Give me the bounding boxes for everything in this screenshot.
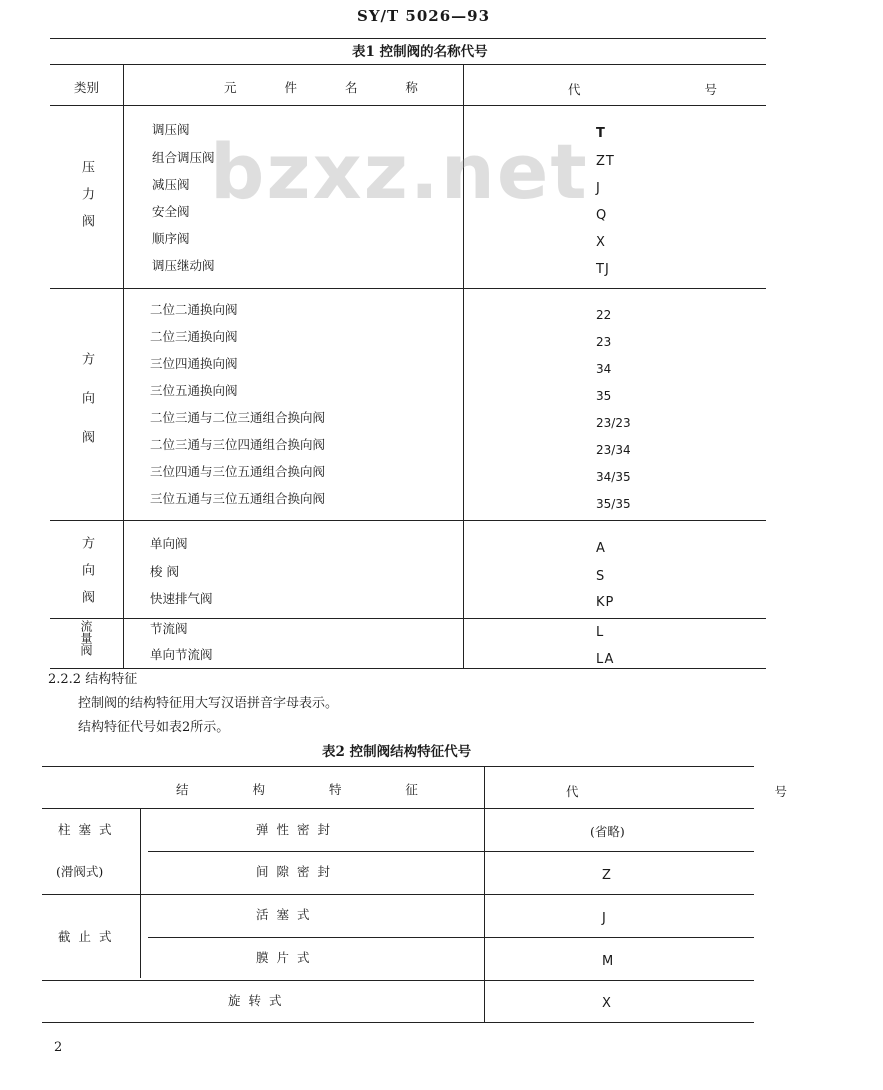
category-flow-valve: 流量阀	[79, 620, 93, 656]
section-heading: 2.2.2 结构特征	[48, 672, 138, 687]
table1-group-rule-1	[50, 288, 766, 289]
table1-bottom-rule	[50, 668, 766, 669]
table1-row-code: X	[596, 235, 606, 250]
table1-caption-rule	[50, 64, 766, 65]
table2-bottom-rule	[42, 1022, 754, 1023]
table1-row-name: 三位五通换向阀	[150, 383, 238, 398]
table1-divider-category	[123, 64, 124, 669]
category-directional-valve: 方向阀	[79, 352, 94, 469]
table1-row-code: T	[596, 126, 606, 141]
table1-row-code: ZT	[596, 154, 615, 169]
table1-group-rule-2	[50, 520, 766, 521]
table1-row-code: 23	[596, 335, 612, 349]
table2-row-rule	[42, 894, 754, 895]
table2-row-feature: 膜片式	[256, 950, 318, 965]
table1-row-name: 二位三通与二位三通组合换向阀	[150, 410, 326, 425]
table2-stop-type: 截止式	[58, 929, 120, 944]
table1-row-code: Q	[596, 208, 608, 223]
table2-row-code: (省略)	[590, 824, 625, 839]
table1-row-name: 三位四通换向阀	[150, 356, 238, 371]
table1-row-code: KP	[596, 595, 615, 610]
table1-header-name: 元 件 名 称	[224, 80, 440, 95]
watermark-logo: bzxz.net	[210, 127, 589, 216]
table1-row-name: 顺序阀	[152, 231, 190, 246]
table2-row-feature: 活塞式	[256, 907, 318, 922]
category-directional-valve-2: 方向阀	[79, 536, 94, 617]
table2-row-code: M	[602, 954, 615, 969]
table1-row-code: 34/35	[596, 470, 631, 484]
table2-row-feature: 弹性密封	[256, 822, 339, 837]
table2-row-feature: 间隙密封	[256, 864, 339, 879]
table1-row-code: A	[596, 541, 606, 556]
table1-header-category: 类别	[74, 80, 100, 95]
table1-row-name: 二位三通换向阀	[150, 329, 238, 344]
table1-row-name: 安全阀	[152, 204, 190, 219]
table1-group-rule-3	[50, 618, 766, 619]
table1-row-code: 23/34	[596, 443, 631, 457]
table2-slide-type: (滑阀式)	[56, 864, 104, 879]
table1-header-rule	[50, 105, 766, 106]
table1-row-code: L	[596, 625, 605, 640]
table1-row-name: 调压阀	[152, 122, 190, 137]
table2-row-rule	[42, 980, 754, 981]
table2-divider-type	[140, 808, 141, 978]
table1-row-code: 23/23	[596, 416, 631, 430]
table1-row-code: 35	[596, 389, 612, 403]
table2-row-code: Z	[602, 868, 612, 883]
table1-row-name: 二位二通换向阀	[150, 302, 238, 317]
table1-row-name: 单向节流阀	[150, 647, 213, 662]
table1-row-code: S	[596, 569, 606, 584]
section-paragraph: 结构特征代号如表2所示。	[78, 720, 230, 735]
table2-header-feature: 结 构 特 征	[176, 782, 448, 797]
table1-row-name: 单向阀	[150, 536, 188, 551]
table1-header-code: 代 号	[568, 82, 777, 97]
table1-row-name: 调压继动阀	[152, 258, 215, 273]
table2-top-rule	[42, 766, 754, 767]
table1-row-code: 35/35	[596, 497, 631, 511]
table1-row-code: TJ	[596, 262, 610, 277]
table1-top-rule	[50, 38, 766, 39]
section-paragraph: 控制阀的结构特征用大写汉语拼音字母表示。	[78, 696, 339, 711]
table1-row-name: 减压阀	[152, 177, 190, 192]
table2-caption: 表2 控制阀结构特征代号	[322, 744, 472, 760]
table2-header-rule	[42, 808, 754, 809]
table1-row-code: 34	[596, 362, 612, 376]
table1-row-name: 组合调压阀	[152, 150, 215, 165]
page-number: 2	[54, 1040, 63, 1055]
table2-row-feature: 旋转式	[228, 993, 290, 1008]
table2-row-code: X	[602, 996, 612, 1011]
table1-row-name: 三位五通与三位五通组合换向阀	[150, 491, 326, 506]
table2-row-code: J	[602, 911, 607, 926]
table1-row-name: 二位三通与三位四通组合换向阀	[150, 437, 326, 452]
table1-caption: 表1 控制阀的名称代号	[352, 44, 488, 60]
table1-row-code: LA	[596, 652, 615, 667]
table1-row-name: 梭 阀	[150, 564, 179, 579]
table2-row-rule	[148, 851, 754, 852]
table1-row-name: 快速排气阀	[150, 591, 213, 606]
category-pressure-valve: 压力阀	[79, 160, 94, 241]
table1-row-code: 22	[596, 308, 612, 322]
standard-number: SY/T 5026—93	[357, 7, 491, 25]
table2-header-code: 代 号	[566, 784, 883, 799]
table2-row-rule	[148, 937, 754, 938]
table1-row-name: 节流阀	[150, 621, 188, 636]
table1-row-name: 三位四通与三位五通组合换向阀	[150, 464, 326, 479]
table2-piston-type: 柱塞式	[58, 822, 120, 837]
table1-row-code: J	[596, 181, 601, 196]
